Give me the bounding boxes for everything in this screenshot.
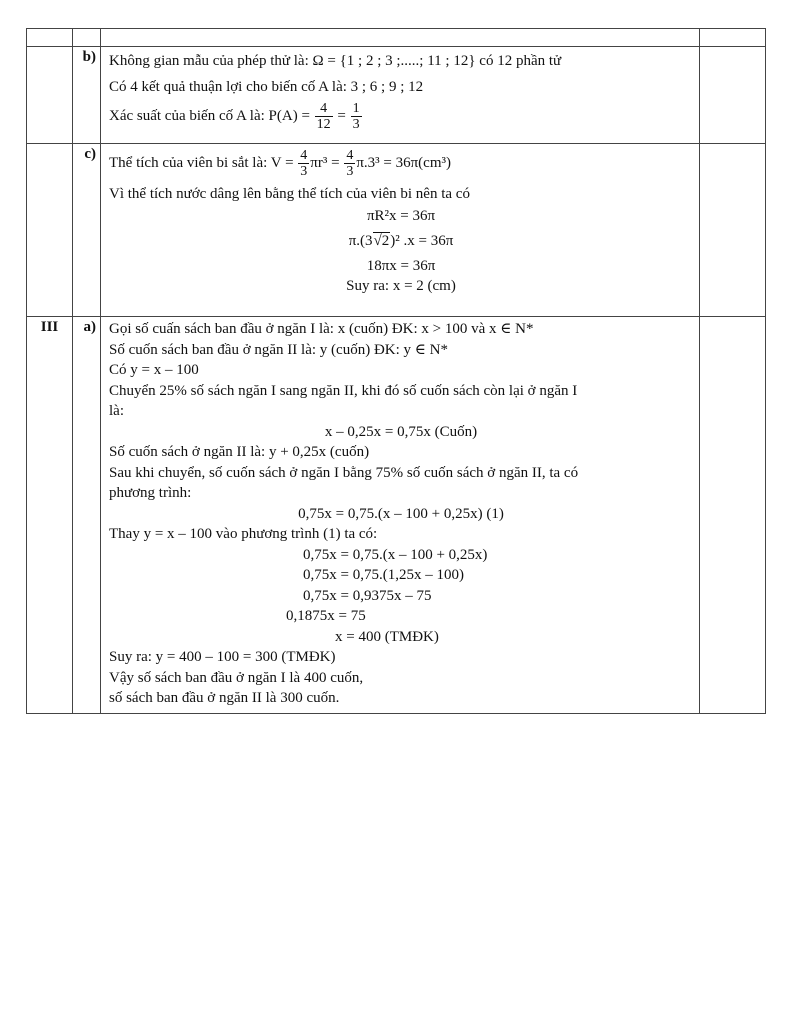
content-section-III-a bbox=[101, 317, 700, 714]
fraction-numerator: 4 bbox=[315, 101, 333, 117]
fraction-numerator: 4 bbox=[346, 148, 354, 164]
score-cell bbox=[700, 317, 766, 714]
content-part-c bbox=[101, 144, 700, 317]
square-root-2: √2 bbox=[373, 233, 390, 249]
probability-line bbox=[109, 101, 693, 131]
water-rise-line: Vì thể tích nước dâng lên bằng thể tích của viên bi nên ta có bbox=[109, 186, 470, 202]
section-cell bbox=[27, 144, 73, 317]
row-section-III-a bbox=[27, 317, 766, 714]
volume-text: Thể tích của viên bi sắt là: bbox=[109, 155, 268, 171]
fraction-4-3 bbox=[298, 148, 309, 179]
equation-2-prefix: π.(3 bbox=[348, 233, 373, 249]
text-line: Chuyển 25% số sách ngăn I sang ngăn II, khi đó số cuốn sách còn lại ở ngăn I bbox=[109, 382, 578, 399]
fraction-4-3 bbox=[344, 148, 355, 179]
part-label-b: b) bbox=[73, 47, 101, 144]
main-equation: 0,75x = 0,75.(x – 100 + 0,25x) (1) bbox=[298, 505, 504, 522]
conclusion-line: số sách ban đầu ở ngăn II là 300 cuốn. bbox=[109, 690, 340, 706]
fraction-numerator: 1 bbox=[352, 101, 360, 117]
sample-space-line bbox=[109, 51, 693, 71]
solution-step: x = 400 (TMĐK) bbox=[335, 628, 439, 645]
substitution-line: Thay y = x – 100 vào phương trình (1) ta có: bbox=[109, 526, 378, 542]
fraction-denominator: 3 bbox=[352, 117, 360, 133]
header-cell-content bbox=[101, 29, 700, 47]
table-header-row bbox=[27, 29, 766, 47]
fraction-denominator: 3 bbox=[300, 164, 308, 180]
solution-table bbox=[26, 28, 766, 714]
header-cell-score bbox=[700, 29, 766, 47]
header-cell-section bbox=[27, 29, 73, 47]
header-cell-part bbox=[73, 29, 101, 47]
fraction-denominator: 12 bbox=[316, 117, 331, 133]
equation-2 bbox=[109, 226, 693, 256]
equation-3: 18πx = 36π bbox=[366, 258, 436, 274]
text-line: Có y = x – 100 bbox=[109, 362, 199, 378]
text-line: Sau khi chuyển, số cuốn sách ở ngăn I bằng 75% số cuốn sách ở ngăn II, ta có bbox=[109, 464, 579, 481]
score-cell bbox=[700, 47, 766, 144]
fraction-numerator: 4 bbox=[300, 148, 308, 164]
favorable-outcomes-line: Có 4 kết quả thuận lợi cho biến cố A là: 3 ; 6 ; 9 ; 12 bbox=[109, 79, 424, 95]
equals-sign: = bbox=[337, 108, 346, 124]
row-part-b bbox=[27, 47, 766, 144]
fraction-1-3 bbox=[351, 101, 362, 132]
equation-1: πR²x = 36π bbox=[366, 208, 436, 224]
content-part-b bbox=[101, 47, 700, 144]
text-line: Gọi số cuấn sách ban đầu ở ngăn I là: x (cuốn) ĐK: x > 100 và x ∈ N* bbox=[109, 321, 534, 337]
solution-step: 0,1875x = 75 bbox=[286, 608, 366, 624]
volume-result: π.3³ = 36π(cm³) bbox=[356, 155, 451, 171]
fraction-denominator: 3 bbox=[346, 164, 354, 180]
probability-text: Xác suất của biến cố A là: bbox=[109, 108, 265, 124]
volume-line bbox=[109, 148, 693, 178]
score-cell bbox=[700, 144, 766, 317]
section-cell bbox=[27, 47, 73, 144]
volume-symbol: V = bbox=[270, 155, 294, 171]
solution-step: 0,75x = 0,75.(1,25x – 100) bbox=[303, 567, 464, 583]
part-label-a: a) bbox=[73, 317, 101, 714]
result-x: Suy ra: x = 2 (cm) bbox=[346, 278, 456, 294]
solution-step: 0,75x = 0,9375x – 75 bbox=[303, 587, 432, 604]
answer-sheet bbox=[26, 28, 765, 714]
text-line: Số cuốn sách ở ngăn II là: y + 0,25x (cuốn) bbox=[109, 444, 370, 460]
equation-2-suffix: )² .x = 36π bbox=[390, 233, 454, 249]
fraction-4-12 bbox=[315, 101, 333, 132]
remaining-books-equation: x – 0,25x = 0,75x (Cuốn) bbox=[324, 423, 478, 440]
sample-space-set: Ω = {1 ; 2 ; 3 ;.....; 11 ; 12} bbox=[312, 53, 476, 69]
sample-space-count: có 12 phần tử bbox=[479, 53, 562, 69]
text-line: là: bbox=[109, 403, 124, 419]
conclusion-line: Vậy số sách ban đầu ở ngăn I là 400 cuốn, bbox=[109, 669, 364, 686]
section-label-III: III bbox=[27, 317, 73, 714]
probability-symbol: P(A) = bbox=[268, 108, 310, 124]
part-label-c: c) bbox=[73, 144, 101, 317]
row-part-c bbox=[27, 144, 766, 317]
volume-formula: πr³ = bbox=[310, 155, 340, 171]
conclusion-line: Suy ra: y = 400 – 100 = 300 (TMĐK) bbox=[109, 649, 336, 665]
sample-space-text: Không gian mẫu của phép thử là: bbox=[109, 53, 309, 69]
text-line: Số cuốn sách ban đầu ở ngăn II là: y (cuốn) ĐK: y ∈ N* bbox=[109, 341, 448, 358]
text-line: phương trình: bbox=[109, 485, 192, 501]
solution-step: 0,75x = 0,75.(x – 100 + 0,25x) bbox=[303, 546, 488, 563]
